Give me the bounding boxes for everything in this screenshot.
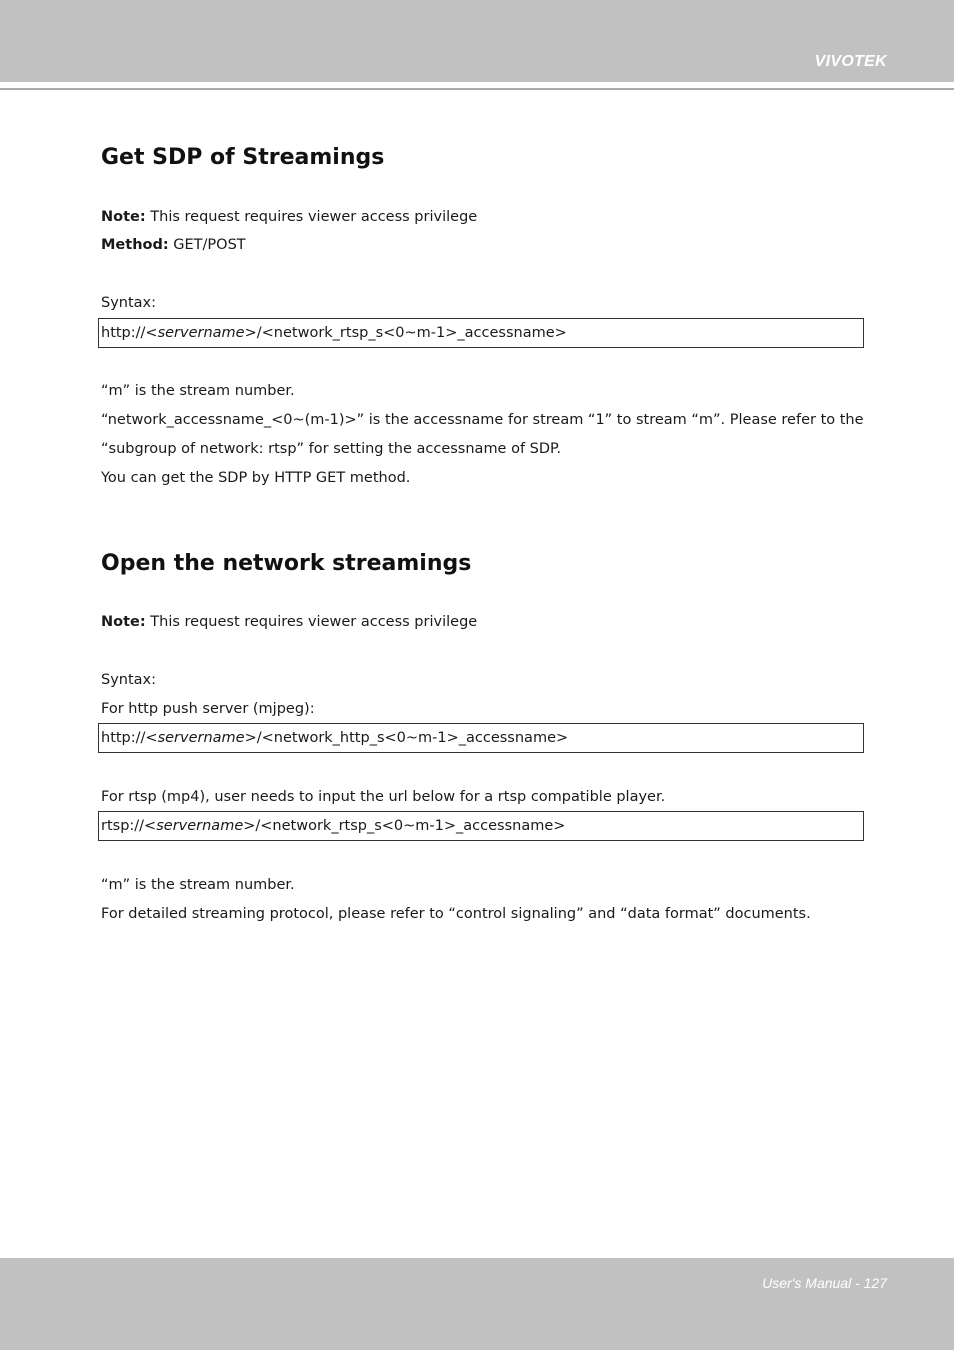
note-line: [101, 612, 477, 632]
url-suffix: >/<network_http_s<0~m-1>_accessname>: [244, 730, 569, 746]
paragraph: You can get the SDP by HTTP GET method.: [101, 470, 411, 486]
note-text: This request requires viewer access privilege: [145, 614, 478, 630]
http-push-label: For http push server (mjpeg):: [101, 701, 315, 717]
note-text: This request requires viewer access privilege: [145, 209, 478, 225]
url-prefix: http://<: [101, 730, 158, 746]
url-prefix: rtsp://<: [101, 818, 157, 834]
note-label: Note:: [101, 209, 146, 225]
method-text: GET/POST: [168, 237, 246, 253]
syntax-box-sdp: [98, 318, 864, 348]
url-servername: servername: [157, 325, 245, 341]
url-suffix: >/<network_rtsp_s<0~m-1>_accessname>: [244, 325, 567, 341]
syntax-label: Syntax:: [101, 295, 157, 311]
url-servername: servername: [157, 730, 245, 746]
brand-logo-text: VIVOTEK: [814, 53, 887, 70]
paragraph: For detailed streaming protocol, please refer to “control signaling” and “data format” documents.: [101, 906, 811, 922]
rtsp-label: For rtsp (mp4), user needs to input the url below for a rtsp compatible player.: [101, 789, 666, 805]
page-header: [0, 0, 954, 82]
syntax-box-rtsp: [98, 811, 864, 841]
syntax-box-http: [98, 723, 864, 753]
syntax-label: Syntax:: [101, 672, 157, 688]
page-footer: [0, 1258, 954, 1350]
paragraph: “subgroup of network: rtsp” for setting the accessname of SDP.: [101, 441, 562, 457]
section-title-open-streamings: Open the network streamings: [101, 551, 472, 576]
page-number: User's Manual - 127: [762, 1275, 887, 1291]
paragraph: “m” is the stream number.: [101, 383, 295, 399]
paragraph: “m” is the stream number.: [101, 877, 295, 893]
note-line: [101, 207, 477, 227]
method-line: [101, 235, 246, 255]
url-prefix: http://<: [101, 325, 158, 341]
url-servername: servername: [156, 818, 244, 834]
section-title-get-sdp: Get SDP of Streamings: [101, 145, 385, 170]
note-label: Note:: [101, 614, 146, 630]
paragraph: “network_accessname_<0~(m-1)>” is the accessname for stream “1” to stream “m”. Please refer to the: [101, 412, 864, 428]
url-suffix: >/<network_rtsp_s<0~m-1>_accessname>: [243, 818, 566, 834]
header-divider: [0, 88, 954, 90]
method-label: Method:: [101, 237, 169, 253]
